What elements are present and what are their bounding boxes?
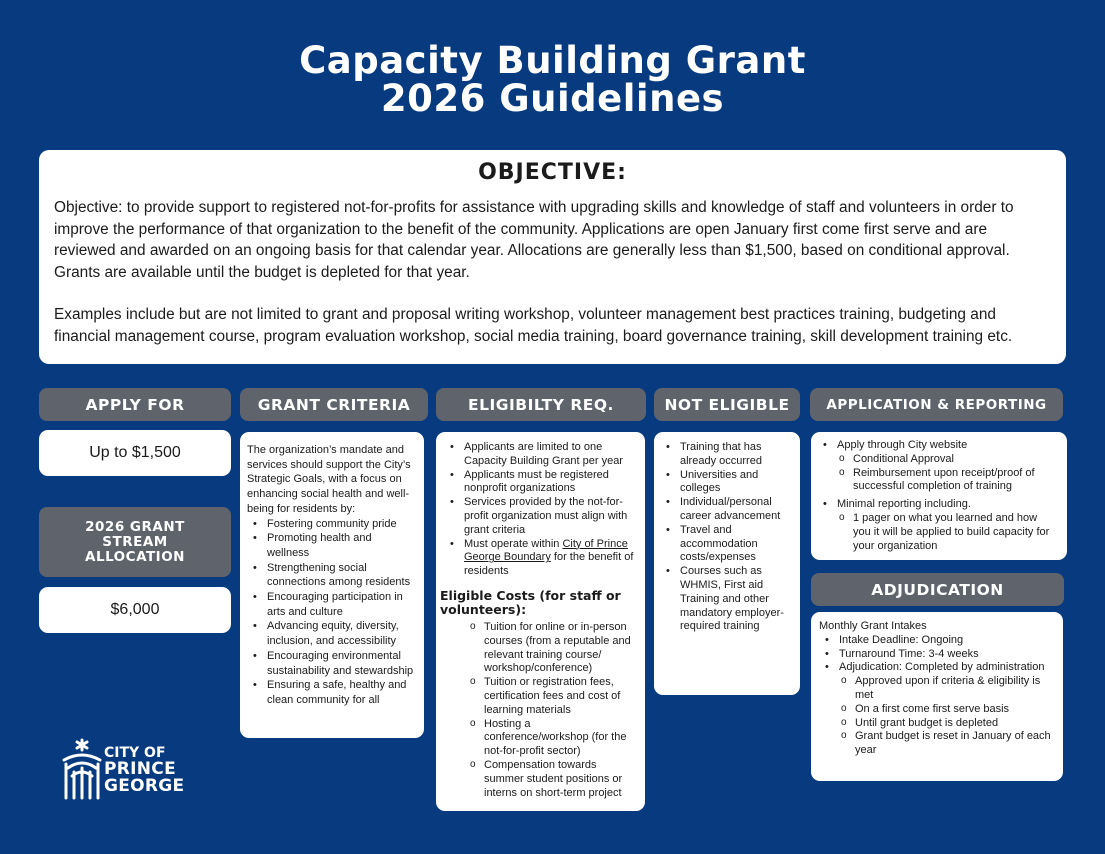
list-item: • Fostering community pride bbox=[247, 517, 416, 532]
examples-paragraph: Examples include but are not limited to grant and proposal writing workshop, volunteer management best practices training, budgeting and financial management course, program evaluation workshop, social media training, board governance training, skill development training etc. bbox=[54, 306, 1013, 345]
list-item: o 1 pager on what you learned and how you it will be applied to build capacity for your organization bbox=[837, 512, 1055, 553]
list-item: o Tuition or registration fees, certification fees and cost of learning materials bbox=[468, 676, 637, 717]
allocation-label: 2026 GRANT STREAM ALLOCATION bbox=[85, 518, 185, 565]
application-list bbox=[817, 439, 1055, 553]
apply-item: Apply through City website bbox=[837, 439, 968, 451]
adjudication-label: ADJUDICATION bbox=[871, 580, 1004, 599]
reporting-sublist bbox=[837, 512, 1055, 553]
list-item: o Hosting a conference/workshop (for the not-for-profit sector) bbox=[468, 718, 637, 759]
list-item: • Training that has already occurred bbox=[660, 441, 794, 469]
list-item: • Individual/personal career advancement bbox=[660, 496, 794, 524]
boundary-prefix: Must operate within bbox=[464, 537, 563, 550]
grant-criteria-label: GRANT CRITERIA bbox=[257, 395, 411, 414]
grant-criteria-card bbox=[240, 432, 424, 738]
list-item bbox=[817, 439, 1055, 494]
list-item: o Grant budget is reset in January of each year bbox=[839, 730, 1055, 758]
list-item: • Promoting health and wellness bbox=[247, 531, 416, 560]
objective-card bbox=[39, 150, 1066, 364]
not-eligible-tab bbox=[654, 388, 800, 421]
not-eligible-list bbox=[660, 441, 794, 634]
adjudication-method: Adjudication: Completed by administration bbox=[839, 661, 1045, 674]
eligibility-tab bbox=[436, 388, 646, 421]
eligible-costs-list bbox=[444, 621, 637, 800]
list-item bbox=[819, 661, 1055, 758]
list-item: • Encouraging environmental sustainability and stewardship bbox=[247, 649, 416, 678]
title-line-2: 2026 Guidelines bbox=[380, 77, 725, 120]
adjudication-list bbox=[819, 634, 1055, 758]
logo-line-1: CITY OF bbox=[104, 745, 166, 761]
list-item: o Reimbursement upon receipt/proof of successful completion of training bbox=[837, 467, 1055, 495]
logo-line-3: GEORGE bbox=[104, 776, 185, 796]
list-item: o On a first come first serve basis bbox=[839, 703, 1055, 717]
logo-line-2: PRINCE bbox=[104, 759, 176, 779]
apply-sublist bbox=[837, 453, 1055, 494]
page-title bbox=[0, 39, 1105, 120]
allocation-tab bbox=[39, 507, 231, 577]
list-item: o Conditional Approval bbox=[837, 453, 1055, 467]
list-item: • Applicants are limited to one Capacity Building Grant per year bbox=[444, 441, 637, 469]
allocation-amount-card bbox=[39, 587, 231, 633]
eligibility-card bbox=[436, 432, 645, 811]
reporting-item: Minimal reporting including. bbox=[837, 498, 971, 511]
not-eligible-label: NOT ELIGIBLE bbox=[664, 395, 790, 414]
list-item: o Tuition for online or in-person courses (from a reputable and relevant training course/ workshop/conference) bbox=[468, 621, 637, 676]
list-item: • Services provided by the not-for-profit organization must align with grant criteria bbox=[444, 496, 637, 537]
list-item: • Strengthening social connections among residents bbox=[247, 561, 416, 590]
boundary-link[interactable]: City of Prince George Boundary bbox=[464, 537, 628, 564]
city-logo-wordmark bbox=[104, 746, 184, 795]
list-item: • Courses such as WHMIS, First aid Training and other mandatory employer-required training bbox=[660, 565, 794, 634]
grant-criteria-intro: The organization’s mandate and services should support the City’s Strategic Goals, with a focus on enhancing social health and well-being for residents by: bbox=[247, 444, 411, 515]
list-item: o Compensation towards summer student positions or interns on short-term project bbox=[468, 759, 637, 800]
title-line-1: Capacity Building Grant bbox=[299, 39, 806, 82]
apply-amount-card bbox=[39, 430, 231, 476]
list-item: • Applicants must be registered nonprofit organizations bbox=[444, 469, 637, 497]
allocation-amount: $6,000 bbox=[110, 601, 160, 618]
eligibility-list bbox=[444, 441, 637, 579]
list-item: o Until grant budget is depleted bbox=[839, 717, 1055, 731]
application-reporting-tab bbox=[810, 388, 1063, 421]
list-item bbox=[817, 498, 1055, 553]
adjudication-card bbox=[811, 612, 1063, 781]
application-reporting-card bbox=[811, 432, 1067, 560]
eligible-costs-heading: Eligible Costs (for staff or volunteers): bbox=[440, 587, 621, 617]
list-item: • Advancing equity, diversity, inclusion, and accessibility bbox=[247, 619, 416, 648]
adjudication-sublist bbox=[839, 675, 1055, 758]
list-item bbox=[444, 538, 637, 579]
city-logo-icon bbox=[60, 738, 104, 802]
apply-for-tab bbox=[39, 388, 231, 421]
adjudication-tab bbox=[811, 573, 1064, 606]
grant-criteria-list bbox=[247, 517, 416, 708]
application-reporting-label: APPLICATION & REPORTING bbox=[826, 396, 1047, 413]
list-item: • Travel and accommodation costs/expenses bbox=[660, 524, 794, 565]
list-item: • Turnaround Time: 3-4 weeks bbox=[819, 648, 1055, 662]
objective-paragraph: Objective: to provide support to registered not-for-profits for assistance with upgrading skills and knowledge of staff and volunteers in order to improve the performance of that organization to the benefit of the community. Applications are open January first come first serve and are reviewed and awarded on an ongoing basis for that calendar year. Allocations are generally less than $1,500, based on conditional approval. Grants are available until the budget is depleted for that year. bbox=[54, 199, 1014, 281]
list-item: • Encouraging participation in arts and culture bbox=[247, 590, 416, 619]
objective-heading: OBJECTIVE: bbox=[478, 160, 627, 185]
boundary-suffix: for the benefit of residents bbox=[464, 551, 634, 578]
not-eligible-card bbox=[654, 432, 800, 695]
adjudication-intro: Monthly Grant Intakes bbox=[819, 620, 927, 632]
list-item: o Approved upon if criteria & eligibility is met bbox=[839, 675, 1055, 703]
list-item: • Intake Deadline: Ongoing bbox=[819, 634, 1055, 648]
eligibility-label: ELIGIBILTY REQ. bbox=[468, 395, 614, 414]
apply-amount: Up to $1,500 bbox=[89, 444, 181, 461]
grant-criteria-tab bbox=[240, 388, 428, 421]
city-logo bbox=[60, 738, 210, 802]
list-item: • Universities and colleges bbox=[660, 469, 794, 497]
list-item: • Ensuring a safe, healthy and clean community for all bbox=[247, 678, 416, 707]
apply-for-label: APPLY FOR bbox=[85, 395, 185, 414]
